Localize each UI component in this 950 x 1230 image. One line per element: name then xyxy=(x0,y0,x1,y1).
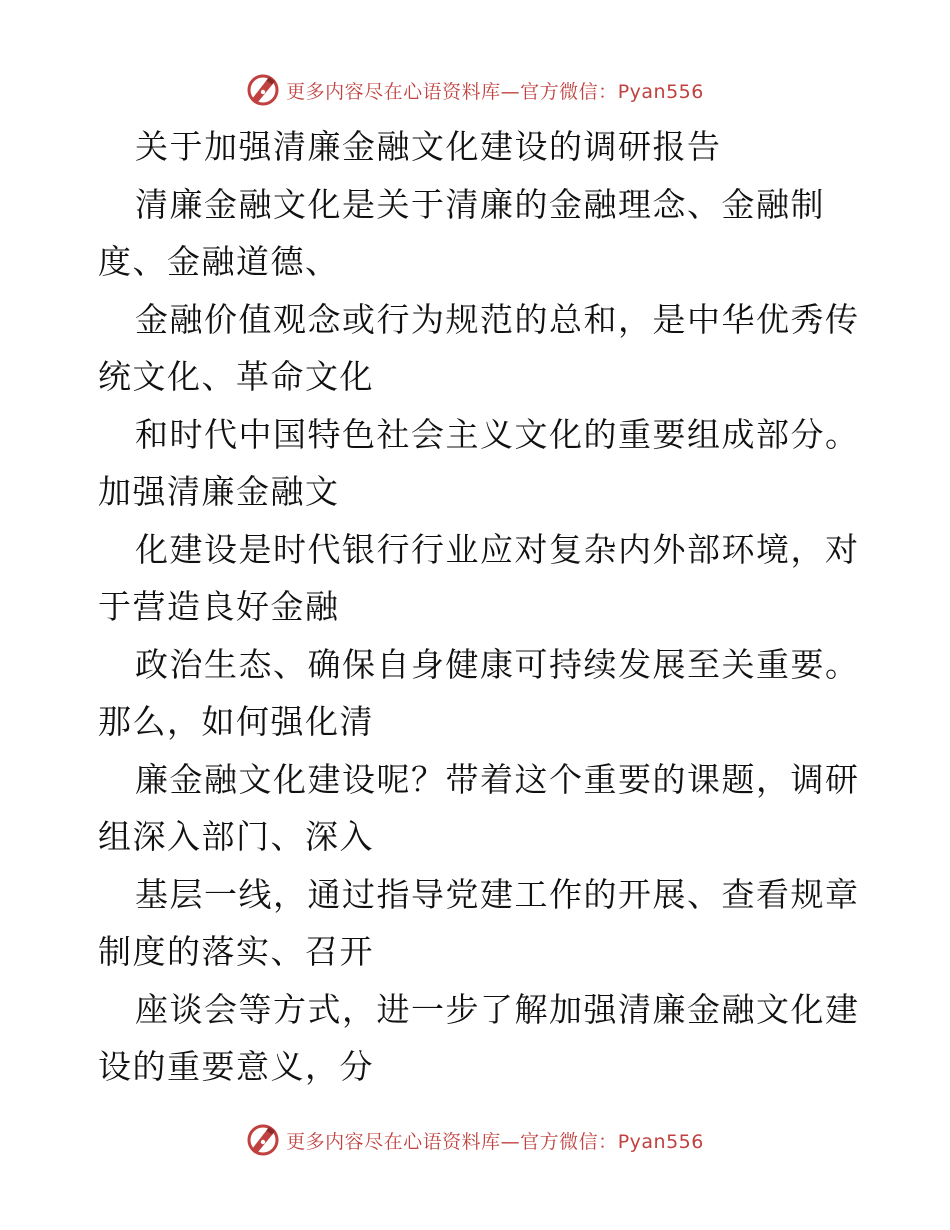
document-line: 加强清廉金融文 xyxy=(98,472,340,511)
banner-wechat-label: 官方微信： xyxy=(520,80,618,103)
document-body xyxy=(98,118,858,1096)
document-line: 制度的落实、召开 xyxy=(98,932,374,971)
banner-text xyxy=(286,77,704,104)
document-line: 组深入部门、深入 xyxy=(98,817,374,856)
document-line: 座谈会等方式，进一步了解加强清廉金融文化建 xyxy=(135,989,860,1029)
banner-separator: — xyxy=(500,80,521,103)
header-banner xyxy=(0,70,950,110)
document-line: 清廉金融文化是关于清廉的金融理念、金融制 xyxy=(135,184,825,224)
banner-separator: — xyxy=(500,1130,521,1153)
document-line: 于营造良好金融 xyxy=(98,587,340,626)
banner-wechat-label: 官方微信： xyxy=(520,1130,618,1153)
pen-in-circle-logo-icon xyxy=(246,73,280,107)
document-line: 度、金融道德、 xyxy=(98,242,340,281)
banner-site-text: 更多内容尽在心语资料库 xyxy=(286,1130,501,1153)
document-line: 政治生态、确保自身健康可持续发展至关重要。 xyxy=(135,644,860,684)
banner-text xyxy=(286,1127,704,1154)
footer-banner xyxy=(0,1120,950,1160)
document-line: 金融价值观念或行为规范的总和，是中华优秀传 xyxy=(135,299,860,339)
document-line: 那么，如何强化清 xyxy=(98,702,374,741)
banner-wechat-id: Pyan556 xyxy=(617,80,704,103)
document-line: 关于加强清廉金融文化建设的调研报告 xyxy=(135,127,722,166)
banner-wechat-id: Pyan556 xyxy=(617,1130,704,1153)
document-line: 和时代中国特色社会主义文化的重要组成部分。 xyxy=(135,414,860,454)
pen-in-circle-logo-icon xyxy=(246,1123,280,1157)
document-line: 廉金融文化建设呢？带着这个重要的课题，调研 xyxy=(135,759,860,799)
banner-site-text: 更多内容尽在心语资料库 xyxy=(286,80,501,103)
document-line: 化建设是时代银行行业应对复杂内外部环境，对 xyxy=(135,529,860,569)
document-line: 基层一线，通过指导党建工作的开展、查看规章 xyxy=(135,874,860,914)
document-line: 设的重要意义，分 xyxy=(98,1047,374,1086)
document-line: 统文化、革命文化 xyxy=(98,357,374,396)
